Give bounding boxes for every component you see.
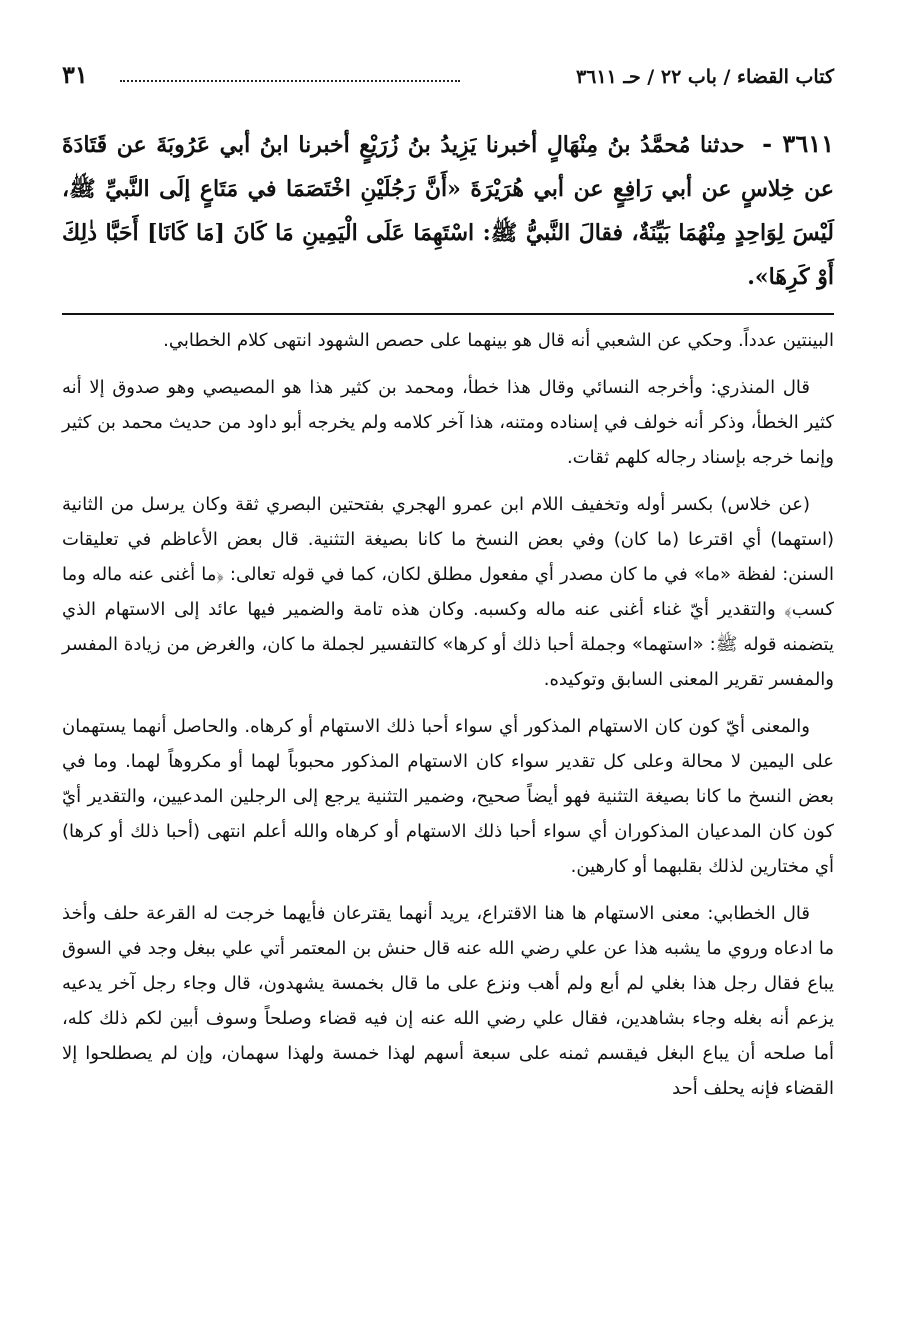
hadith-number: ٣٦١١ - <box>762 129 834 158</box>
document-page <box>62 58 834 1318</box>
commentary-paragraph: والمعنى أيّ كون كان الاستهام المذكور أي سواء أحبا ذلك الاستهام أو كرهاه. والحاصل أنهما يستهمان على اليمين لا محالة وعلى كل تقدير سواء كان الاستهام المذكور محبوباً لهما أو مكروهاً لهما. وما في بعض النسخ ما كانا بصيغة التثنية فهو أيضاً صحيح، وضمير التثنية يرجع إلى الرجلين المدعيين، والتقدير أيّ كون كان المدعيان المذكوران أي سواء أحبا ذلك الاستهام أو كرهاه والله أعلم انتهى (أحبا ذلك أو كرها) أي مختارين لذلك بقلبهما أو كارهين. <box>62 716 834 877</box>
page-header <box>62 58 834 102</box>
header-dotted-leader <box>120 80 460 82</box>
hadith-text-block <box>62 122 834 299</box>
commentary-block <box>62 323 834 1106</box>
running-head: كتاب القضاء / باب ٢٢ / حـ ٣٦١١ <box>575 66 834 88</box>
page-number: ٣١ <box>62 60 88 89</box>
commentary-paragraph: البينتين عدداً. وحكي عن الشعبي أنه قال هو بينهما على حصص الشهود انتهى كلام الخطابي. <box>163 330 834 351</box>
hadith-text: حدثنا مُحمَّدُ بنُ مِنْهَالٍ أخبرنا يَزِيدُ بنُ زُرَيْعٍ أخبرنا ابنُ أبي عَرُوبَةَ عن قَتَادَةَ عن خِلاسٍ عن أبي رَافِعٍ عن أبي هُرَيْرَةَ «أَنَّ رَجُلَيْنِ اخْتَصَمَا في مَتَاعٍ إلَى النَّبيِّ ﷺ، لَيْسَ لِوَاحِدٍ مِنْهُمَا بَيِّنَةٌ، فقالَ النَّبيُّ ﷺ: اسْتَهِمَا عَلَى الْيَمِينِ مَا كَانَ [مَا كَانَا] أَحَبَّا ذٰلِكَ أَوْ كَرِهَا». <box>62 132 834 290</box>
commentary-paragraph: قال الخطابي: معنى الاستهام ها هنا الاقتراع، يريد أنهما يقترعان فأيهما خرجت له القرعة حلف وأخذ ما ادعاه وروي ما يشبه هذا عن علي رضي الله عنه قال حنش بن المعتمر أتي علي ببغل وجد في السوق يباع فقال رجل هذا بغلي لم أبع ولم أهب ونزع على ما قال بخمسة يشهدون، قال وجاء رجل آخر يدعيه يزعم أنه بغله وجاء بشاهدين، فقال علي رضي الله عنه إن فيه قضاء وصلحاً وسوف أبين لكم ذلك كله، أما صلحه أن يباع البغل فيقسم ثمنه على سبعة أسهم لهذا خمسة ولهذا سهمان، وإن لم يصطلحوا إلا القضاء فإنه يحلف أحد <box>62 903 834 1099</box>
footnote-separator <box>62 313 834 315</box>
commentary-paragraph: قال المنذري: وأخرجه النسائي وقال هذا خطأ، ومحمد بن كثير هذا هو المصيصي وهو صدوق إلا أنه كثير الخطأ، وذكر أنه خولف في إسناده ومتنه، هذا آخر كلامه ولم يخرجه أبو داود من حديث محمد بن كثير وإنما خرجه بإسناد رجاله كلهم ثقات. <box>62 377 834 468</box>
commentary-paragraph: (عن خلاس) بكسر أوله وتخفيف اللام ابن عمرو الهجري بفتحتين البصري ثقة وكان يرسل من الثانية (استهما) أي اقترعا (ما كان) وفي بعض النسخ ما كانا بصيغة التثنية. قال بعض الأعاظم في تعليقات السنن: لفظة «ما» في ما كان مصدر أي مفعول مطلق لكان، كما في قوله تعالى: ﴿ما أغنى عنه ماله وما كسب﴾ والتقدير أيّ غناء أغنى عنه ماله وكسبه. وكان هذه تامة والضمير فيها عائد إلى الاستهام الذي يتضمنه قوله ﷺ: «استهما» وجملة أحبا ذلك أو كرها» كالتفسير لجملة ما كان، والغرض من زيادة المفسر والمفسر تقرير المعنى السابق وتوكيده. <box>62 494 834 690</box>
